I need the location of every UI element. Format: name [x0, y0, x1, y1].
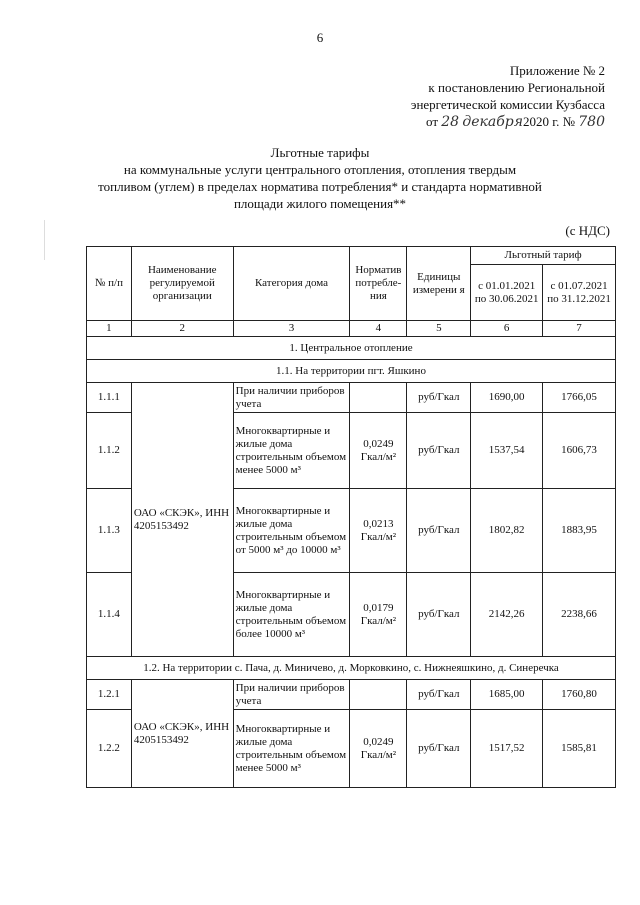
row-units: руб/Гкал [407, 710, 471, 788]
row-units: руб/Гкал [407, 413, 471, 489]
handwritten-number: 780 [578, 114, 605, 130]
date-year: 2020 г. [522, 114, 560, 129]
row-category: Многоквартирные и жилые дома строительным объемом менее 5000 м³ [233, 413, 350, 489]
row-num: 1.1.4 [87, 573, 132, 657]
row-category: При наличии приборов учета [233, 383, 350, 413]
row-norm: 0,0213 Гкал/м² [350, 489, 407, 573]
appendix-date-line [345, 113, 605, 131]
row-norm: 0,0179 Гкал/м² [350, 573, 407, 657]
title-line-4: площади жилого помещения** [233, 196, 407, 211]
row-num: 1.2.1 [87, 680, 132, 710]
org-name: ОАО «СКЭК», ИНН 4205153492 [131, 680, 233, 788]
header-period-2: с 01.07.2021 по 31.12.2021 [543, 265, 616, 321]
vat-note: (с НДС) [565, 223, 610, 238]
col-number: 7 [543, 321, 616, 337]
date-prefix: от [425, 114, 438, 129]
tariff-table [86, 246, 616, 788]
row-units: руб/Гкал [407, 489, 471, 573]
row-units: руб/Гкал [407, 383, 471, 413]
col-number: 4 [350, 321, 407, 337]
scan-artifact [44, 220, 45, 260]
row-norm [350, 680, 407, 710]
col-number: 5 [407, 321, 471, 337]
row-tariff-1: 1517,52 [471, 710, 543, 788]
handwritten-month: декабря [462, 114, 523, 130]
row-units: руб/Гкал [407, 680, 471, 710]
header-num: № п/п [87, 247, 132, 321]
table-row [87, 680, 616, 710]
row-tariff-2: 1883,95 [543, 489, 616, 573]
row-tariff-1: 2142,26 [471, 573, 543, 657]
number-label: № [562, 114, 576, 129]
row-tariff-1: 1690,00 [471, 383, 543, 413]
appendix-line-1: Приложение № 2 [509, 63, 605, 78]
row-category: Многоквартирные и жилые дома строительным объемом более 10000 м³ [233, 573, 350, 657]
row-tariff-1: 1802,82 [471, 489, 543, 573]
section-heading: 1. Центральное отопление [87, 337, 616, 360]
title-line-2: на коммунальные услуги центрального отопления, отопления твердым [123, 162, 517, 177]
appendix-line-3: энергетической комиссии Кузбасса [410, 97, 605, 112]
col-number: 2 [131, 321, 233, 337]
row-category: Многоквартирные и жилые дома строительным объемом менее 5000 м³ [233, 710, 350, 788]
header-period-1: с 01.01.2021 по 30.06.2021 [471, 265, 543, 321]
row-num: 1.1.1 [87, 383, 132, 413]
row-units: руб/Гкал [407, 573, 471, 657]
row-norm: 0,0249 Гкал/м² [350, 413, 407, 489]
header-norm: Норматив потребле-ния [350, 247, 407, 321]
row-num: 1.2.2 [87, 710, 132, 788]
row-tariff-2: 2238,66 [543, 573, 616, 657]
appendix-header [345, 62, 605, 131]
row-tariff-2: 1606,73 [543, 413, 616, 489]
header-tariff: Льготный тариф [471, 247, 616, 265]
row-tariff-2: 1760,80 [543, 680, 616, 710]
col-number: 3 [233, 321, 350, 337]
row-tariff-1: 1685,00 [471, 680, 543, 710]
subsection-heading: 1.2. На территории с. Пача, д. Миничево, д. Морковкино, с. Нижнеяшкино, д. Синеречка [87, 657, 616, 680]
column-number-row [87, 321, 616, 337]
row-num: 1.1.2 [87, 413, 132, 489]
handwritten-day: 28 [441, 114, 460, 130]
row-norm: 0,0249 Гкал/м² [350, 710, 407, 788]
subsection-heading: 1.1. На территории пгт. Яшкино [87, 360, 616, 383]
page-number: 6 [316, 30, 324, 45]
row-tariff-2: 1766,05 [543, 383, 616, 413]
row-tariff-2: 1585,81 [543, 710, 616, 788]
header-units: Единицы измерени я [407, 247, 471, 321]
document-title [60, 144, 580, 212]
header-category: Категория дома [233, 247, 350, 321]
row-category: При наличии приборов учета [233, 680, 350, 710]
row-tariff-1: 1537,54 [471, 413, 543, 489]
row-norm [350, 383, 407, 413]
org-name: ОАО «СКЭК», ИНН 4205153492 [131, 383, 233, 657]
col-number: 1 [87, 321, 132, 337]
row-num: 1.1.3 [87, 489, 132, 573]
col-number: 6 [471, 321, 543, 337]
appendix-line-2: к постановлению Региональной [428, 80, 605, 95]
title-line-3: топливом (углем) в пределах норматива потребления* и стандарта нормативной [98, 179, 542, 194]
header-org: Наименование регулируемой организации [131, 247, 233, 321]
table-row [87, 383, 616, 413]
row-category: Многоквартирные и жилые дома строительным объемом от 5000 м³ до 10000 м³ [233, 489, 350, 573]
title-line-1: Льготные тарифы [270, 145, 370, 160]
